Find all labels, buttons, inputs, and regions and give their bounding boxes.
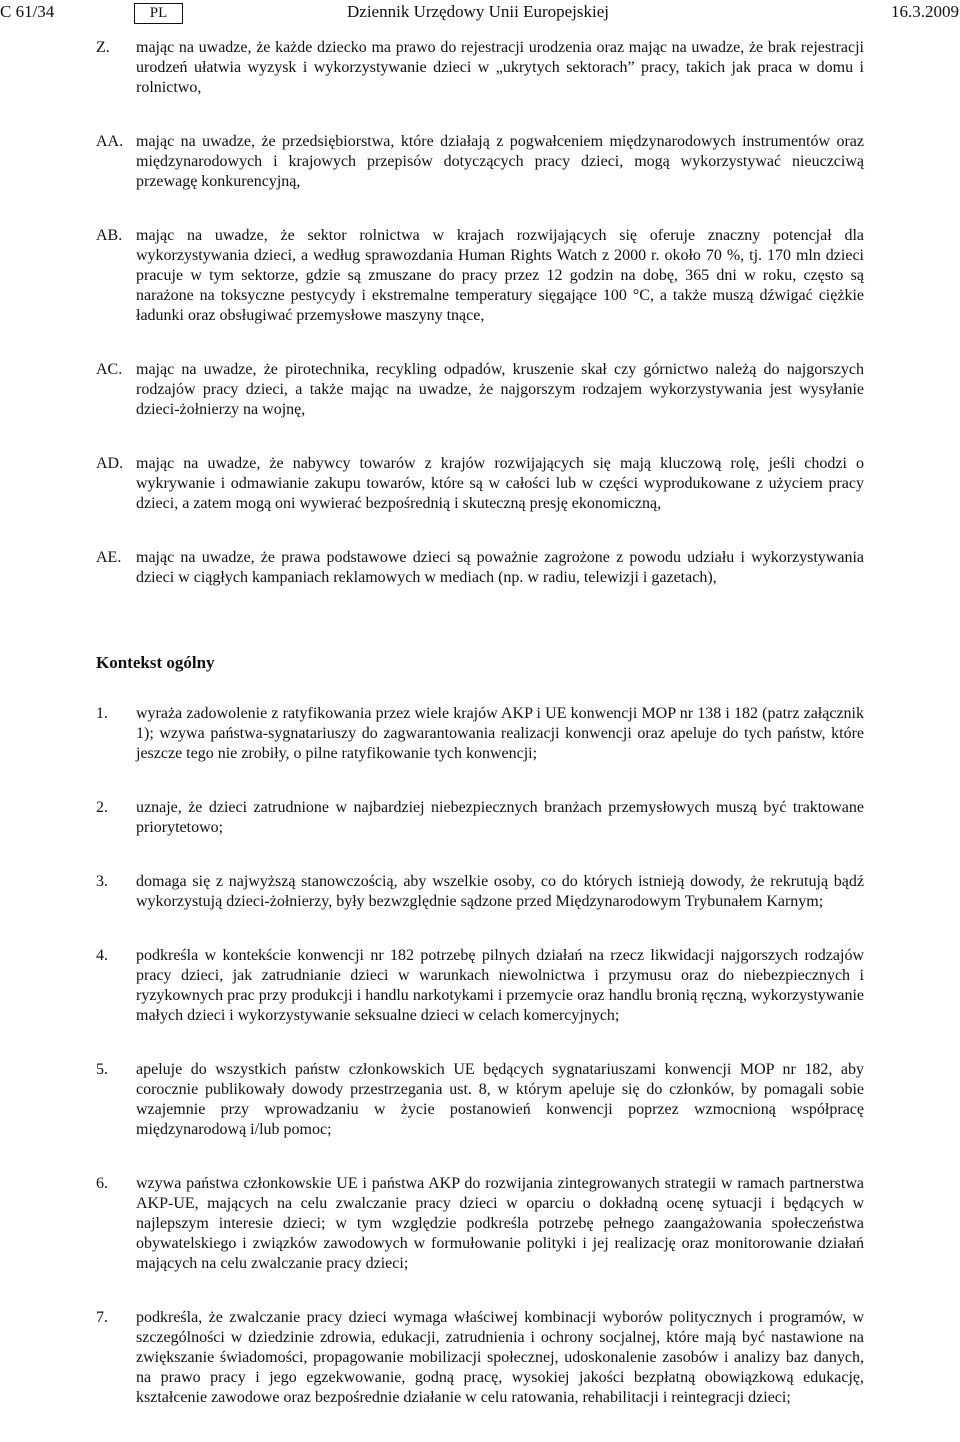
recital-text: mając na uwadze, że prawa podstawowe dzieci są poważnie zagrożone z powodu udziału i wykorzystywania dzieci w ciągłych kampaniach reklamowych w mediach (np. w radiu, telewizji i gazetach), [136, 549, 864, 586]
point-text: domaga się z najwyższą stanowczością, aby wszelkie osoby, co do których istnieją dowody, że rekrutują bądź wykorzystują dzieci-żołnierzy, były bezwzględnie sądzone przed Międzynarodowym Trybunałem Karnym; [136, 873, 864, 910]
recital-aa [0, 132, 960, 192]
point-text: uznaje, że dzieci zatrudnione w najbardziej niebezpiecznych branżach przemysłowych muszą być traktowane priorytetowo; [136, 799, 864, 836]
recital-ac [0, 360, 960, 420]
point-text: podkreśla w kontekście konwencji nr 182 potrzebę pilnych działań na rzecz likwidacji najgorszych rodzajów pracy dzieci, jak zatrudnianie dzieci w warunkach niewolnictwa i przymusu oraz do niebezpiecznych i ryzykownych prac przy produkcji i handlu narkotykami i przemycie oraz handlu bronią ręczną, wykorzystywanie małych dzieci i wykorzystywanie seksualne dzieci w celach komercyjnych; [136, 947, 864, 1024]
publication-date: 16.3.2009 [891, 2, 959, 21]
language-badge: PL [134, 3, 183, 24]
recital-ab [0, 226, 960, 326]
point-number: 4. [96, 947, 108, 964]
point-2 [0, 798, 960, 838]
recital-z [0, 38, 960, 98]
page-header [0, 0, 960, 26]
point-number: 1. [96, 705, 108, 722]
document-body [0, 38, 960, 1442]
point-3 [0, 872, 960, 912]
recital-marker: Z. [96, 39, 110, 56]
recital-text: mając na uwadze, że nabywcy towarów z krajów rozwijających się mają kluczową rolę, jeśli chodzi o wykrywanie i odmawianie zakupu towarów, które są w całości lub w części wyprodukowane z użyciem pracy dzieci, a zatem mogą oni wywierać bezpośrednią i skuteczną presję ekonomiczną, [136, 455, 864, 512]
point-text: podkreśla, że zwalczanie pracy dzieci wymaga właściwej kombinacji wyborów politycznych i programów, w szczególności w dziedzinie zdrowia, edukacji, zatrudnienia i ochrony socjalnej, które mają być nastawione na zwiększanie świadomości, propagowanie mobilizacji społecznej, udoskonalenie zasobów i analizy baz danych, na prawo pracy i jego egzekwowanie, godną pracę, wysokiej jakości bezpłatną obowiązkową edukację, kształcenie zawodowe oraz bezpośrednie działanie w celu ratowania, rehabilitacji i reintegracji dzieci; [136, 1309, 864, 1406]
point-number: 6. [96, 1175, 108, 1192]
point-text: wyraża zadowolenie z ratyfikowania przez wiele krajów AKP i UE konwencji MOP nr 138 i 182 (patrz załącznik 1); wzywa państwa-sygnatariuszy do zagwarantowania realizacji konwencji oraz apeluje do tych państw, które jeszcze tego nie zrobiły, o pilne ratyfikowanie tych konwencji; [136, 705, 864, 762]
point-number: 3. [96, 873, 108, 890]
point-7 [0, 1308, 960, 1408]
point-1 [0, 704, 960, 764]
point-text: wzywa państwa członkowskie UE i państwa AKP do rozwijania zintegrowanych strategii w ramach partnerstwa AKP-UE, mających na celu zwalczanie pracy dzieci w oparciu o dokładną ocenę sytuacji i będących w najlepszym interesie dzieci; w tym względzie podkreśla potrzebę pełnego zaangażowania społeczeństwa obywatelskiego i związków zawodowych w formułowanie polityki i jej realizację oraz monitorowanie działań mających na celu zwalczanie pracy dzieci; [136, 1175, 864, 1272]
recital-text: mając na uwadze, że sektor rolnictwa w krajach rozwijających się oferuje znaczny potencjał dla wykorzystywania dzieci, a według sprawozdania Human Rights Watch z 2000 r. około 70 %, tj. 170 mln dzieci pracuje w tym sektorze, gdzie są zmuszane do pracy przez 12 godzin na dobę, 365 dni w roku, często są narażone na toksyczne pestycydy i ekstremalne temperatury sięgające 100 °C, a także muszą dźwigać ciężkie ładunki oraz obsługiwać przemysłowe maszyny tnące, [136, 227, 864, 324]
recital-ae [0, 548, 960, 588]
recital-marker: AB. [96, 227, 123, 244]
recital-marker: AC. [96, 361, 123, 378]
recital-marker: AA. [96, 133, 124, 150]
recital-marker: AE. [96, 549, 122, 566]
recital-marker: AD. [96, 455, 124, 472]
point-5 [0, 1060, 960, 1140]
point-number: 5. [96, 1061, 108, 1078]
point-text: apeluje do wszystkich państw członkowskich UE będących sygnatariuszami konwencji MOP nr 182, aby corocznie publikowały dowody przestrzegania ust. 8, w którym apeluje się do członków, by pomagali sobie wzajemnie przy wprowadzaniu w życie postanowień konwencji poprzez wzmocnioną współpracę międzynarodową i/lub pomoc; [136, 1061, 864, 1138]
recital-text: mając na uwadze, że przedsiębiorstwa, które działają z pogwałceniem międzynarodowych instrumentów oraz międzynarodowych i krajowych przepisów dotyczących pracy dzieci, mogą wykorzystywać nieuczciwą przewagę konkurencyjną, [136, 133, 864, 190]
recital-text: mając na uwadze, że pirotechnika, recykling odpadów, kruszenie skał czy górnictwo należą do najgorszych rodzajów pracy dzieci, a także mając na uwadze, że najgorszym rodzajem wykorzystywania jest wysyłanie dzieci-żołnierzy na wojnę, [136, 361, 864, 418]
point-6 [0, 1174, 960, 1274]
recital-text: mając na uwadze, że każde dziecko ma prawo do rejestracji urodzenia oraz mając na uwadze, że brak rejestracji urodzeń ułatwia wyzysk i wykorzystywanie dzieci w „ukrytych sektorach” pracy, takich jak praca w domu i rolnictwo, [136, 39, 864, 96]
point-number: 7. [96, 1309, 108, 1326]
journal-title: Dziennik Urzędowy Unii Europejskiej [347, 2, 610, 21]
section-heading: Kontekst ogólny [96, 653, 215, 672]
page-reference: C 61/34 [0, 2, 55, 21]
point-4 [0, 946, 960, 1026]
point-number: 2. [96, 799, 108, 816]
recital-ad [0, 454, 960, 514]
